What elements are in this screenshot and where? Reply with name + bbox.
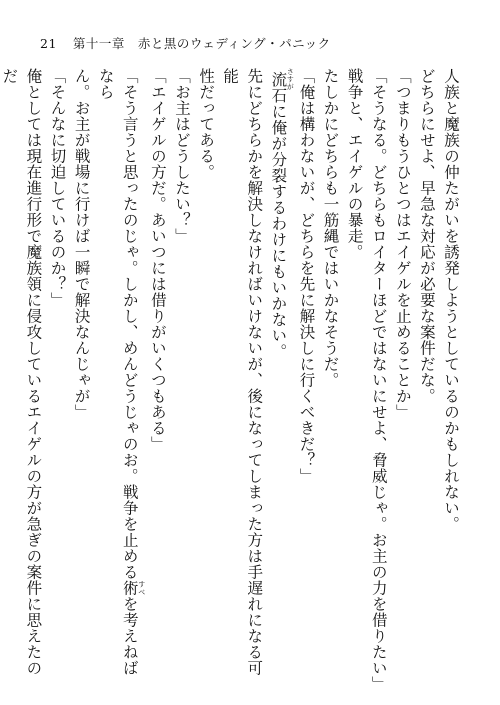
text-line: 俺としては現在進行形で魔族領に侵攻しているエイゲルの方が急ぎの案件に思えたのだ [0,68,43,676]
text-line: ん。お主が戦場に行けば一瞬で解決なんじゃが」 [72,68,91,420]
running-header [40,34,331,52]
text-line: 「お主はどうしたい？」 [172,68,191,244]
text-line: 「つまりもうひとつはエイゲルを止めることか」 [393,68,412,420]
ruby-annotation: 術 すべ [120,580,146,596]
text-line: 流 さすが石に俺が分裂するわけにもいかない。 [269,68,295,360]
text-line: 人族と魔族の仲たがいを誘発しようとしているのかもしれない。 [442,68,460,532]
page-number: 21 [40,36,57,51]
text-line: たしかにどちらも一筋縄ではいかなそうだ。 [321,68,340,388]
text-line: 「そうなる。どちらもロイターほどではないにせよ、脅威じゃ。お主の力を借りたい」 [369,68,388,692]
text-line: 「俺は構わないが、どちらを先に解決しに行くべきだ？」 [297,68,316,484]
text-line: 戦争と、エイゲルの暴走。 [345,68,364,260]
text-line: 「そう言うと思ったのじゃ。しかし、めんどうじゃのお。戦争を止める術 すべを考えねばなら [96,68,146,676]
text-line: 性だってある。 [197,68,216,180]
chapter-title: 第十一章 赤と黒のウェディング・パニック [72,36,331,51]
text-line: 「エイゲルの方だ。あいつには借りがいくつもある」 [148,68,167,452]
text-line: どちらにせよ、早急な対応が必要な案件だな。 [417,68,436,404]
vertical-text-body [0,68,463,692]
ruby-annotation: 流 さすが [269,68,295,91]
text-line: 先にどちらかを解決しなければいけないが、後になってしまった方は手遅れになる可能 [221,68,264,676]
text-line: 「そんなに切迫しているのか？」 [48,68,67,308]
